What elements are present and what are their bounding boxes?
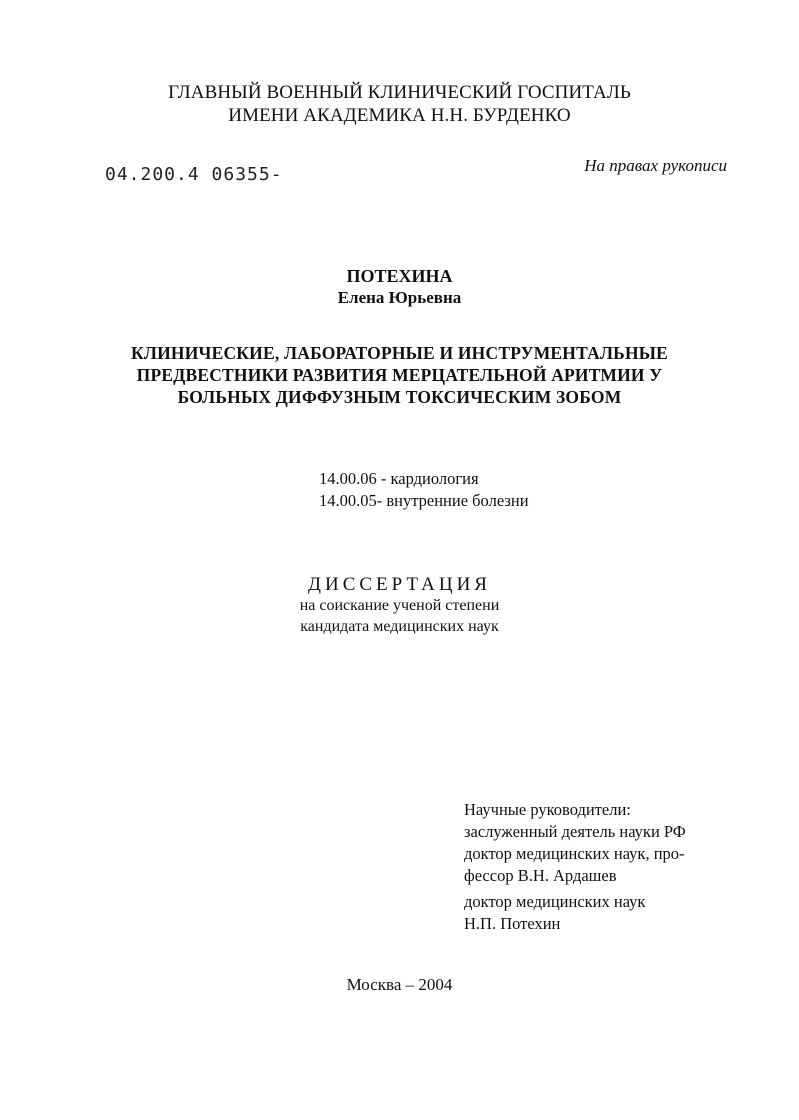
institution-line-2: ИМЕНИ АКАДЕМИКА Н.Н. БУРДЕНКО xyxy=(228,105,571,126)
dissertation-title-line-3: БОЛЬНЫХ ДИФФУЗНЫМ ТОКСИЧЕСКИМ ЗОБОМ xyxy=(177,387,622,407)
degree-line-1: на соискание ученой степени xyxy=(299,597,500,614)
dissertation-title-line-2: ПРЕДВЕСТНИКИ РАЗВИТИЯ МЕРЦАТЕЛЬНОЙ АРИТМИИ У xyxy=(136,365,663,385)
document-type-heading: ДИССЕРТАЦИЯ xyxy=(308,574,491,595)
advisor-line: доктор медицинских наук xyxy=(464,892,646,911)
specialty-line-2: 14.00.05- внутренние болезни xyxy=(319,491,529,510)
institution-line-1: ГЛАВНЫЙ ВОЕННЫЙ КЛИНИЧЕСКИЙ ГОСПИТАЛЬ xyxy=(168,82,631,103)
author-surname: ПОТЕХИНА xyxy=(346,266,453,286)
advisor-line: Н.П. Потехин xyxy=(464,914,561,933)
advisors-heading: Научные руководители: xyxy=(464,800,631,819)
degree-line-2: кандидата медицинских наук xyxy=(300,618,499,635)
rights-note: На правах рукописи xyxy=(584,156,727,175)
advisor-line: доктор медицинских наук, про- xyxy=(464,844,685,863)
specialty-line-1: 14.00.06 - кардиология xyxy=(319,469,479,488)
place-and-year: Москва – 2004 xyxy=(346,975,453,994)
archive-number-stamp: 04.200.4 06355- xyxy=(105,164,283,185)
advisor-line: заслуженный деятель науки РФ xyxy=(464,822,686,841)
advisor-line: фессор В.Н. Ардашев xyxy=(464,866,617,885)
author-given-names: Елена Юрьевна xyxy=(337,288,462,307)
dissertation-title-line-1: КЛИНИЧЕСКИЕ, ЛАБОРАТОРНЫЕ И ИНСТРУМЕНТАЛЬНЫЕ xyxy=(130,343,669,363)
